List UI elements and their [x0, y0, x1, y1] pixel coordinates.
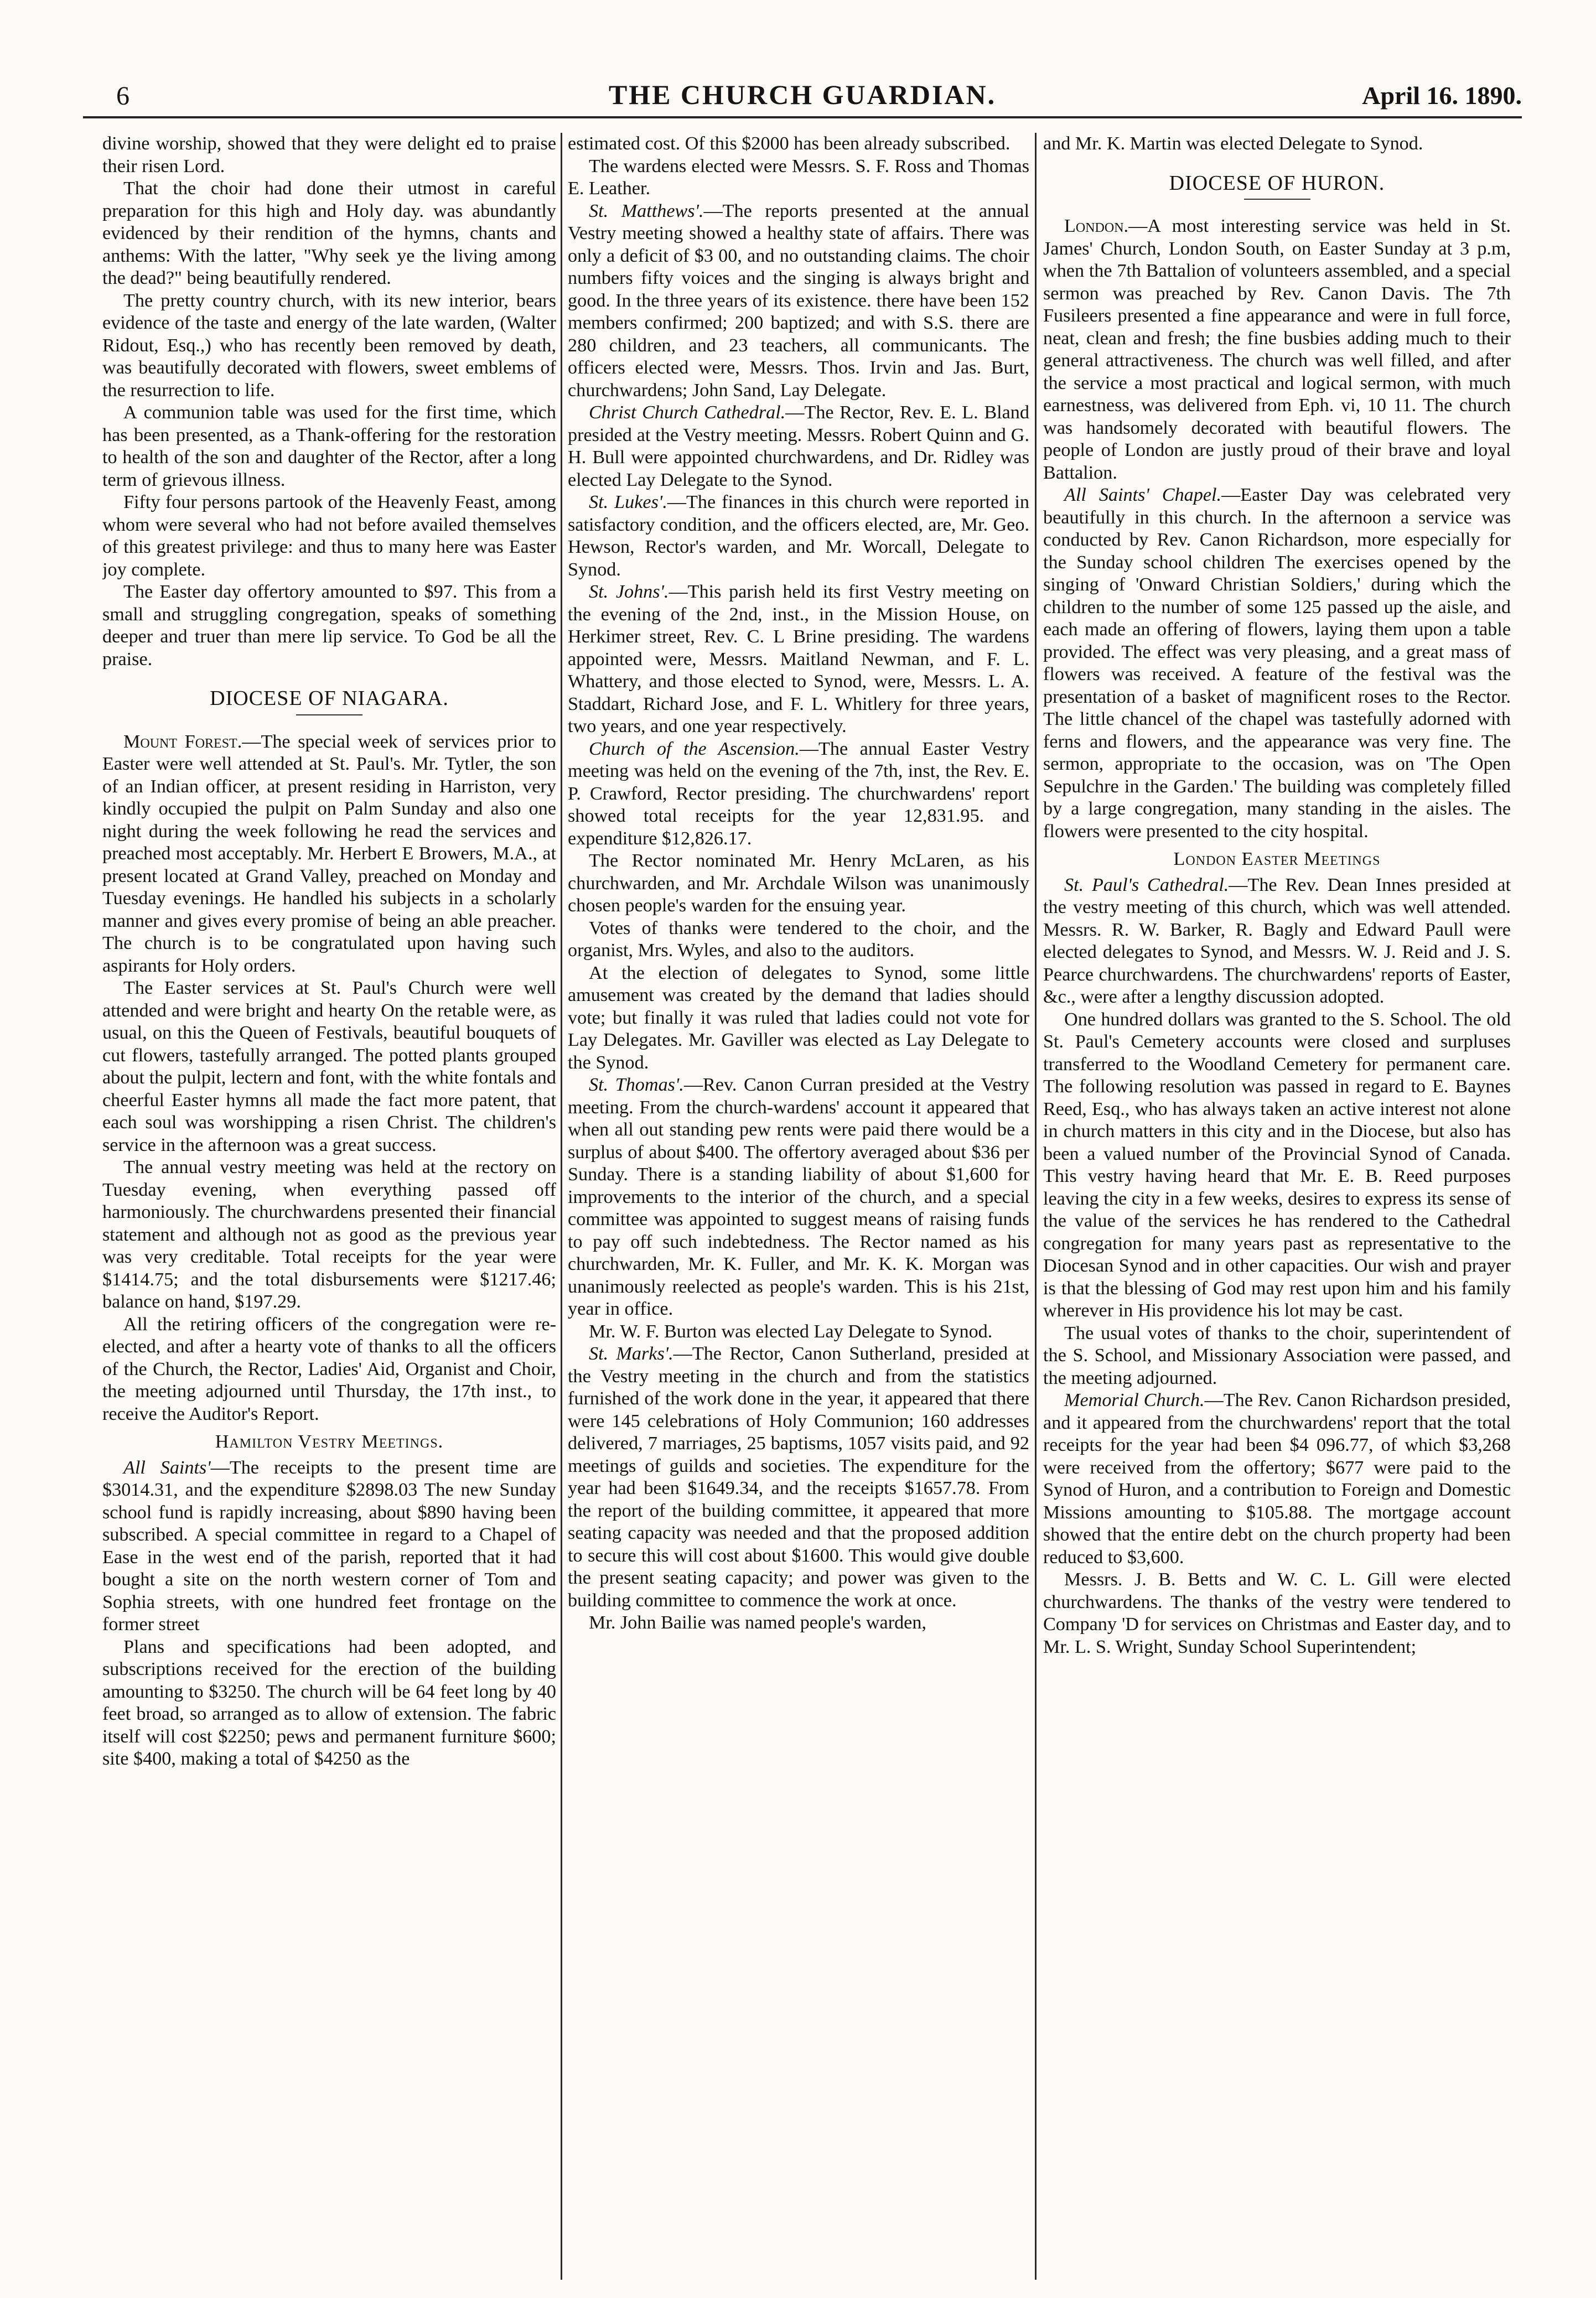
article-body: —A most interesting service was held in St. James' Church, London South, on Easter Sunday at 3 p.m, when the 7th Battalion of volunteers assembled, and a special sermon was preached by Rev. Canon Davis. The 7th Fusileers presented a fine appearance and were in full force, neat, clean and fresh; the fine busbies adding much to their general attractiveness. The church was well filled, and after the service a most practical and logical sermon, with much earnestness, was delivered from Eph. vi, 10 11. The church was handsomely decorated with beautiful flowers. The people of London are justly proud of their brave and loyal Battalion. — [1043, 216, 1511, 483]
article-st-lukes — [568, 491, 1029, 581]
article-body: —The Rector, Rev. E. L. Bland presided at the Vestry meeting. Messrs. Robert Quinn and G. H. Bull were appointed churchwardens, and Dr. Ridley was elected Lay Delegate to the Synod. — [568, 402, 1029, 490]
article-st-thomas — [568, 1074, 1029, 1321]
paragraph: Plans and specifications had been adopted, and subscriptions received for the erection of the building amounting to $3250. The church will be 64 feet long by 40 feet broad, so arranged as to allow of extension. The fabric itself will cost $2250; pews and permanent furniture $600; site $400, making a total of $4250 as the — [102, 1636, 556, 1769]
parish-lead: Christ Church Cathedral. — [589, 402, 786, 423]
paragraph: The wardens elected were Messrs. S. F. Ross and Thomas E. Leather. — [568, 155, 1029, 199]
article-london — [1043, 215, 1511, 484]
masthead-title: THE CHURCH GUARDIAN. — [608, 79, 997, 110]
article-st-matthews — [568, 200, 1029, 402]
paragraph: Votes of thanks were tendered to the choir, and the organist, Mrs. Wyles, and also to the auditors. — [568, 917, 1029, 961]
subheading-london-easter: London Easter Meetings — [1173, 849, 1381, 869]
paragraph: At the election of delegates to Synod, some little amusement was created by the demand that ladies should vote; but finally it was ruled that ladies could not vote for Lay Delegates. Mr. Gaviller was elected as Lay Delegate to the Synod. — [568, 962, 1029, 1073]
article-ascension — [568, 738, 1029, 850]
article-body: —The Rev. Dean Innes presided at the vestry meeting of this church, which was well attended. Messrs. R. W. Barker, R. Bagly and Edward Paull were elected delegates to Synod, and Messrs. W. J. Reid and J. S. Pearce churchwardens. The churchwardens' reports of Easter, &c., were after a lengthy discussion adopted. — [1043, 874, 1511, 1007]
place-lead: Mount Forest. — [123, 731, 242, 752]
paragraph: Messrs. J. B. Betts and W. C. L. Gill were elected churchwardens. The thanks of the vestry were tendered to Company 'D for services on Christmas and Easter day, and to Mr. L. S. Wright, Sunday School Superintendent; — [1043, 1569, 1511, 1657]
article-memorial — [1043, 1389, 1511, 1569]
parish-lead: Church of the Ascension. — [589, 738, 800, 759]
page-number: 6 — [116, 81, 129, 111]
page-header — [83, 77, 1522, 118]
parish-lead: St. Thomas'. — [589, 1075, 684, 1095]
paragraph: The Easter day offertory amounted to $97. This from a small and struggling congregation, speaks of something deeper and truer than mere lip service. To God be all the praise. — [102, 582, 556, 670]
article-body: —Easter Day was celebrated very beautifully in this church. In the afternoon a service was conducted by Rev. Canon Richardson, more especially for the Sunday school children The exercises opened by the singing of 'Onward Christian Soldiers,' during which the children to the number of some 125 passed up the aisle, and each made an offering of flowers, laying them upon a table provided. The effect was very pleasing, and a great mass of flowers was received. A feature of the festival was the presentation of a basket of magnificent roses to the Rector. The little chancel of the chapel was tastefully adorned with ferns and flowers, and the appearance was very fine. The sermon, appropriate to the occasion, was on 'The Open Sepulchre in the Garden.' The building was completely filled by a large congregation, many standing in the aisles. The flowers were presented to the city hospital. — [1043, 485, 1511, 842]
paragraph: The Rector nominated Mr. Henry McLaren, as his churchwarden, and Mr. Archdale Wilson was unanimously chosen people's warden for the ensuing year. — [568, 850, 1029, 916]
article-body: —Rev. Canon Curran presided at the Vestry meeting. From the church-wardens' account it appeared that when all out standing pew rents were paid there would be a surplus of about $400. The offertory averaged about $36 per Sunday. There is a standing liability of about $1,600 for improvements to the interior of the church, and a special committee was appointed to suggest means of raising funds to pay off such indebtedness. The Rector named as his churchwarden, Mr. K. Fuller, and Mr. K. K. Morgan was unanimously reelected as people's warden. This is his 21st, year in office. — [568, 1075, 1029, 1319]
article-body: —The special week of services prior to Easter were well attended at St. Paul's. Mr. Tytler, the son of an Indian officer, at present residing in Harriston, very kindly occupied the pulpit on Palm Sunday and also one night during the week following he read the services and preached most acceptably. Mr. Herbert E Browers, M.A., at present located at Grand Valley, preached on Monday and Tuesday evenings. He handled his subjects in a scholarly manner and gives every promise of being an able preacher. The church is to be congratulated upon having such aspirants for Holy orders. — [102, 731, 556, 976]
issue-date: April 16. 1890. — [1362, 81, 1522, 110]
article-body: —This parish held its first Vestry meeting on the evening of the 2nd, inst., in the Mission House, on Herkimer street, Rev. C. L Brine presiding. The wardens appointed were, Messrs. Maitland Newman, and F. L. Whattery, and those elected to Synod, were, Messrs. L. A. Staddart, Richard Jose, and F. L. Whitlery for three years, two years, and one year respectively. — [568, 582, 1029, 736]
column-1 — [102, 133, 556, 2285]
article-body: —The Rev. Canon Richardson presided, and it appeared from the churchwardens' report that the total receipts for the year had been $4 096.77, of which $3,268 were received from the offertory; $677 were paid to the Synod of Huron, and a contribution to Foreign and Domestic Missions amounting to $105.88. The mortgage account showed that the entire debt on the church property had been reduced to $3,600. — [1043, 1390, 1511, 1568]
parish-lead: All Saints' — [123, 1457, 211, 1478]
column-2 — [568, 133, 1029, 2285]
heading-rule — [1244, 199, 1310, 200]
parish-lead: St. Paul's Cathedral. — [1064, 874, 1229, 895]
paragraph: One hundred dollars was granted to the S. School. The old St. Paul's Cemetery accounts were closed and surpluses transferred to the Woodland Cemetery for permanent care. The following resolution was passed in regard to E. Baynes Reed, Esq., who has always taken an active interest not alone in church matters in this city and in the Diocese, but also has been a valued number of the Provincial Synod of Canada. This vestry having heard that Mr. E. B. Reed purposes leaving the city in a few weeks, desires to express its sense of the value of the services he has rendered to the Cathedral congregation for many years past as representative to the Diocesan Synod and in other capacities. Our wish and prayer is that the blessing of God may rest upon him and his family wherever in His providence his lot may be cast. — [1043, 1009, 1511, 1321]
paragraph: A communion table was used for the first time, which has been presented, as a Thank-offering for the restoration to health of the son and daughter of the Rector, after a long term of grievous illness. — [102, 402, 556, 490]
article-st-marks — [568, 1343, 1029, 1612]
article-body: —The reports presented at the annual Vestry meeting showed a healthy state of affairs. There was only a deficit of $3 00, and no outstanding claims. The choir numbers fifty voices and the singing is always bright and good. In the three years of its existence. there have been 152 members confirmed; 200 baptized; and with S.S. there are 280 children, and 23 teachers, all communicants. The officers elected were, Messrs. Thos. Irvin and Jas. Burt, churchwardens; John Sand, Lay Delegate. — [568, 200, 1029, 401]
paragraph: estimated cost. Of this $2000 has been already subscribed. — [568, 133, 1011, 154]
place-lead: London. — [1064, 216, 1129, 236]
article-all-saints-chapel — [1043, 484, 1511, 843]
parish-lead: St. Lukes'. — [589, 492, 667, 512]
article-body: —The receipts to the present time are $3014.31, and the expenditure $2898.03 The new Sunday school fund is rapidly increasing, about $890 having been subscribed. A special committee in regard to a Chapel of Ease in the west end of the parish, reported that it had bought a site on the north western corner of Tom and Sophia streets, with one hundred feet frontage on the former street — [102, 1457, 556, 1635]
article-christ-church — [568, 402, 1029, 491]
article-body: —The annual Easter Vestry meeting was held on the evening of the 7th, inst, the Rev. E. P. Crawford, Rector presiding. The churchwardens' report showed total receipts for the year 12,831.95. and expenditure $12,826.17. — [568, 738, 1029, 849]
article-mount-forest — [102, 731, 556, 978]
heading-rule — [296, 714, 362, 715]
article-all-saints — [102, 1457, 556, 1636]
parish-lead: St. Matthews'. — [589, 200, 704, 221]
article-st-pauls — [1043, 874, 1511, 1009]
parish-lead: St. Marks'. — [589, 1343, 673, 1364]
section-heading-niagara: DIOCESE OF NIAGARA. — [210, 687, 449, 710]
parish-lead: Memorial Church. — [1064, 1390, 1205, 1410]
parish-lead: All Saints' Chapel. — [1064, 485, 1222, 505]
paragraph: The Easter services at St. Paul's Church were well attended and were bright and hearty On the retable were, as usual, on this the Queen of Festivals, beautiful bouquets of cut flowers, tastefully arranged. The potted plants grouped about the pulpit, lectern and font, with the white fontals and cheerful Easter hymns all made the fact more patent, that each soul was worshipping a risen Christ. The children's service in the afternoon was a great success. — [102, 978, 556, 1155]
column-3 — [1043, 133, 1511, 2285]
paragraph: divine worship, showed that they were delight ed to praise their risen Lord. — [102, 133, 556, 177]
section-heading-huron: DIOCESE OF HURON. — [1169, 171, 1385, 195]
column-divider — [1035, 133, 1037, 2280]
article-body: —The finances in this church were reported in satisfactory condition, and the officers elected, are, Mr. Geo. Hewson, Rector's warden, and Mr. Worcall, Delegate to Synod. — [568, 492, 1029, 580]
paragraph: Mr. W. F. Burton was elected Lay Delegate to Synod. — [589, 1321, 993, 1342]
paragraph: and Mr. K. Martin was elected Delegate to Synod. — [1043, 133, 1423, 154]
article-body: —The Rector, Canon Sutherland, presided at the Vestry meeting in the church and from the statistics furnished of the work done in the year, it appeared that there were 145 celebrations of Holy Communion; 160 addresses delivered, 7 marriages, 25 baptisms, 1057 visits paid, and 92 meetings of guilds and societies. The expenditure for the year had been $1649.34, and the receipts $1657.78. From the report of the building committee, it appeared that more seating capacity was needed and that the proposed addition to secure this will cost about $1600. This would give double the present seating capacity; and power was given to the building committee to commence the work at once. — [568, 1343, 1029, 1611]
paragraph: Mr. John Bailie was named people's warden, — [589, 1612, 926, 1633]
paragraph: That the choir had done their utmost in careful preparation for this high and Holy day. was abundantly evidenced by their rendition of the hymns, chants and anthems: With the latter, "Why seek ye the living among the dead?" being beautifully rendered. — [102, 178, 556, 288]
column-divider — [561, 133, 562, 2280]
paragraph: All the retiring officers of the congregation were re-elected, and after a hearty vote of thanks to all the officers of the Church, the Rector, Ladies' Aid, Organist and Choir, the meeting adjourned until Thursday, the 17th inst., to receive the Auditor's Report. — [102, 1314, 556, 1424]
subheading-hamilton: Hamilton Vestry Meetings. — [215, 1431, 444, 1452]
paragraph: The usual votes of thanks to the choir, superintendent of the S. School, and Missionary Association were passed, and the meeting adjourned. — [1043, 1322, 1511, 1388]
paragraph: The annual vestry meeting was held at the rectory on Tuesday evening, when everything passed off harmoniously. The churchwardens presented their financial statement and although not as good as the previous year was very creditable. Total receipts for the year were $1414.75; and the total disbursements were $1217.46; balance on hand, $197.29. — [102, 1157, 556, 1312]
article-st-johns — [568, 581, 1029, 738]
parish-lead: St. Johns'. — [589, 582, 669, 602]
paragraph: Fifty four persons partook of the Heavenly Feast, among whom were several who had not before availed themselves of this greatest privilege: and thus to many here was Easter joy complete. — [102, 492, 556, 580]
paragraph: The pretty country church, with its new interior, bears evidence of the taste and energy of the late warden, (Walter Ridout, Esq.,) who has recently been removed by death, was beautifully decorated with flowers, sweet emblems of the resurrection to life. — [102, 290, 556, 401]
